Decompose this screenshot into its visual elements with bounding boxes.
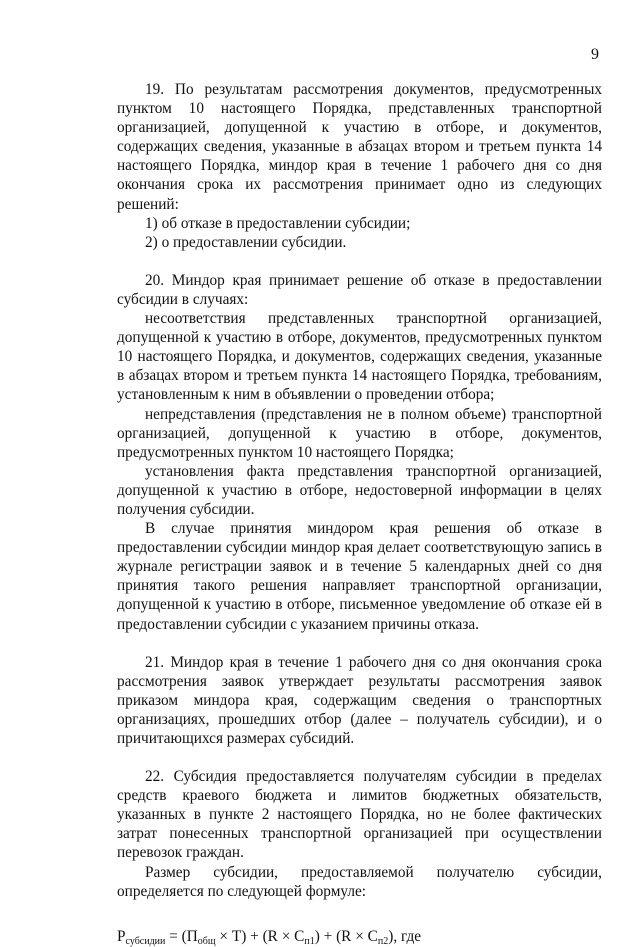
page-number: 9: [591, 46, 599, 63]
refusal-case-2: непредставления (представления не в полном объеме) транспортной организацией, допущенной к участию в отборе, документов, предусмотренных пунктом 10 настоящего Порядка;: [117, 405, 602, 461]
paragraph-gap: [117, 252, 602, 271]
document-body: [117, 80, 602, 946]
refusal-case-1: несоответствия представленных транспортной организацией, допущенной к участию в отборе, документов, предусмотренных пунктом 10 настоящего Порядка, и документов, содержащих сведения, указанные в абзацах втором и третьем пункта 14 настоящего Порядка, требованиям, установленным к ним в объявлении о проведении отбора;: [117, 310, 602, 404]
paragraph-22: 22. Субсидия предоставляется получателям субсидии в пределах средств краевого бюджета и лимитов бюджетных обязательств, указанных в пункте 2 настоящего Порядка, но не более фактических затрат понесенных транспортной организацией при осуществлении перевозок граждан.: [117, 768, 602, 862]
subsidy-formula: $Р_{субсидии} = (П_{общ} \times Т) + (R \times С_{п1}) + (R \times С_{п2})$, где: [117, 927, 422, 947]
paragraph-19: 19. По результатам рассмотрения документов, предусмотренных пунктом 10 настоящего Порядка, представленных транспортной организацией, допущенной к участию в отборе, и документов, содержащих сведения, указанные в абзацах втором и третьем пункта 14 настоящего Порядка, миндор края в течение 1 рабочего дня со дня окончания срока их рассмотрения принимает одно из следующих решений:: [117, 81, 602, 213]
refusal-case-3: установления факта представления транспортной организацией, допущенной к участию в отборе, недостоверной информации в целях получения субсидии.: [117, 462, 602, 518]
paragraph-20-notice: В случае принятия миндором края решения об отказе в предоставлении субсидии миндор края делает соответствующую запись в журнале регистрации заявок и в течение 5 календарных дней со дня принятия такого решения направляет транспортной организации, допущенной к участию в отборе, письменное уведомление об отказе ей в предоставлении субсидии с указанием причины отказа.: [117, 520, 602, 633]
list-item-grant: 2) о предоставлении субсидии.: [145, 233, 347, 251]
list-item-refuse: 1) об отказе в предоставлении субсидии;: [145, 214, 411, 232]
paragraph-gap: [117, 748, 602, 767]
paragraph-22-formula-intro: Размер субсидии, предоставляемой получателю субсидии, определяется по следующей формуле:: [117, 863, 602, 900]
paragraph-gap: [117, 634, 602, 653]
paragraph-21: 21. Миндор края в течение 1 рабочего дня со дня окончания срока рассмотрения заявок утверждает результаты рассмотрения заявок приказом миндора края, содержащим сведения о транспортных организациях, прошедших отбор (далее – получатель субсидии), и о причитающихся размерах субсидий.: [117, 653, 602, 747]
paragraph-20: 20. Миндор края принимает решение об отказе в предоставлении субсидии в случаях:: [117, 271, 602, 308]
